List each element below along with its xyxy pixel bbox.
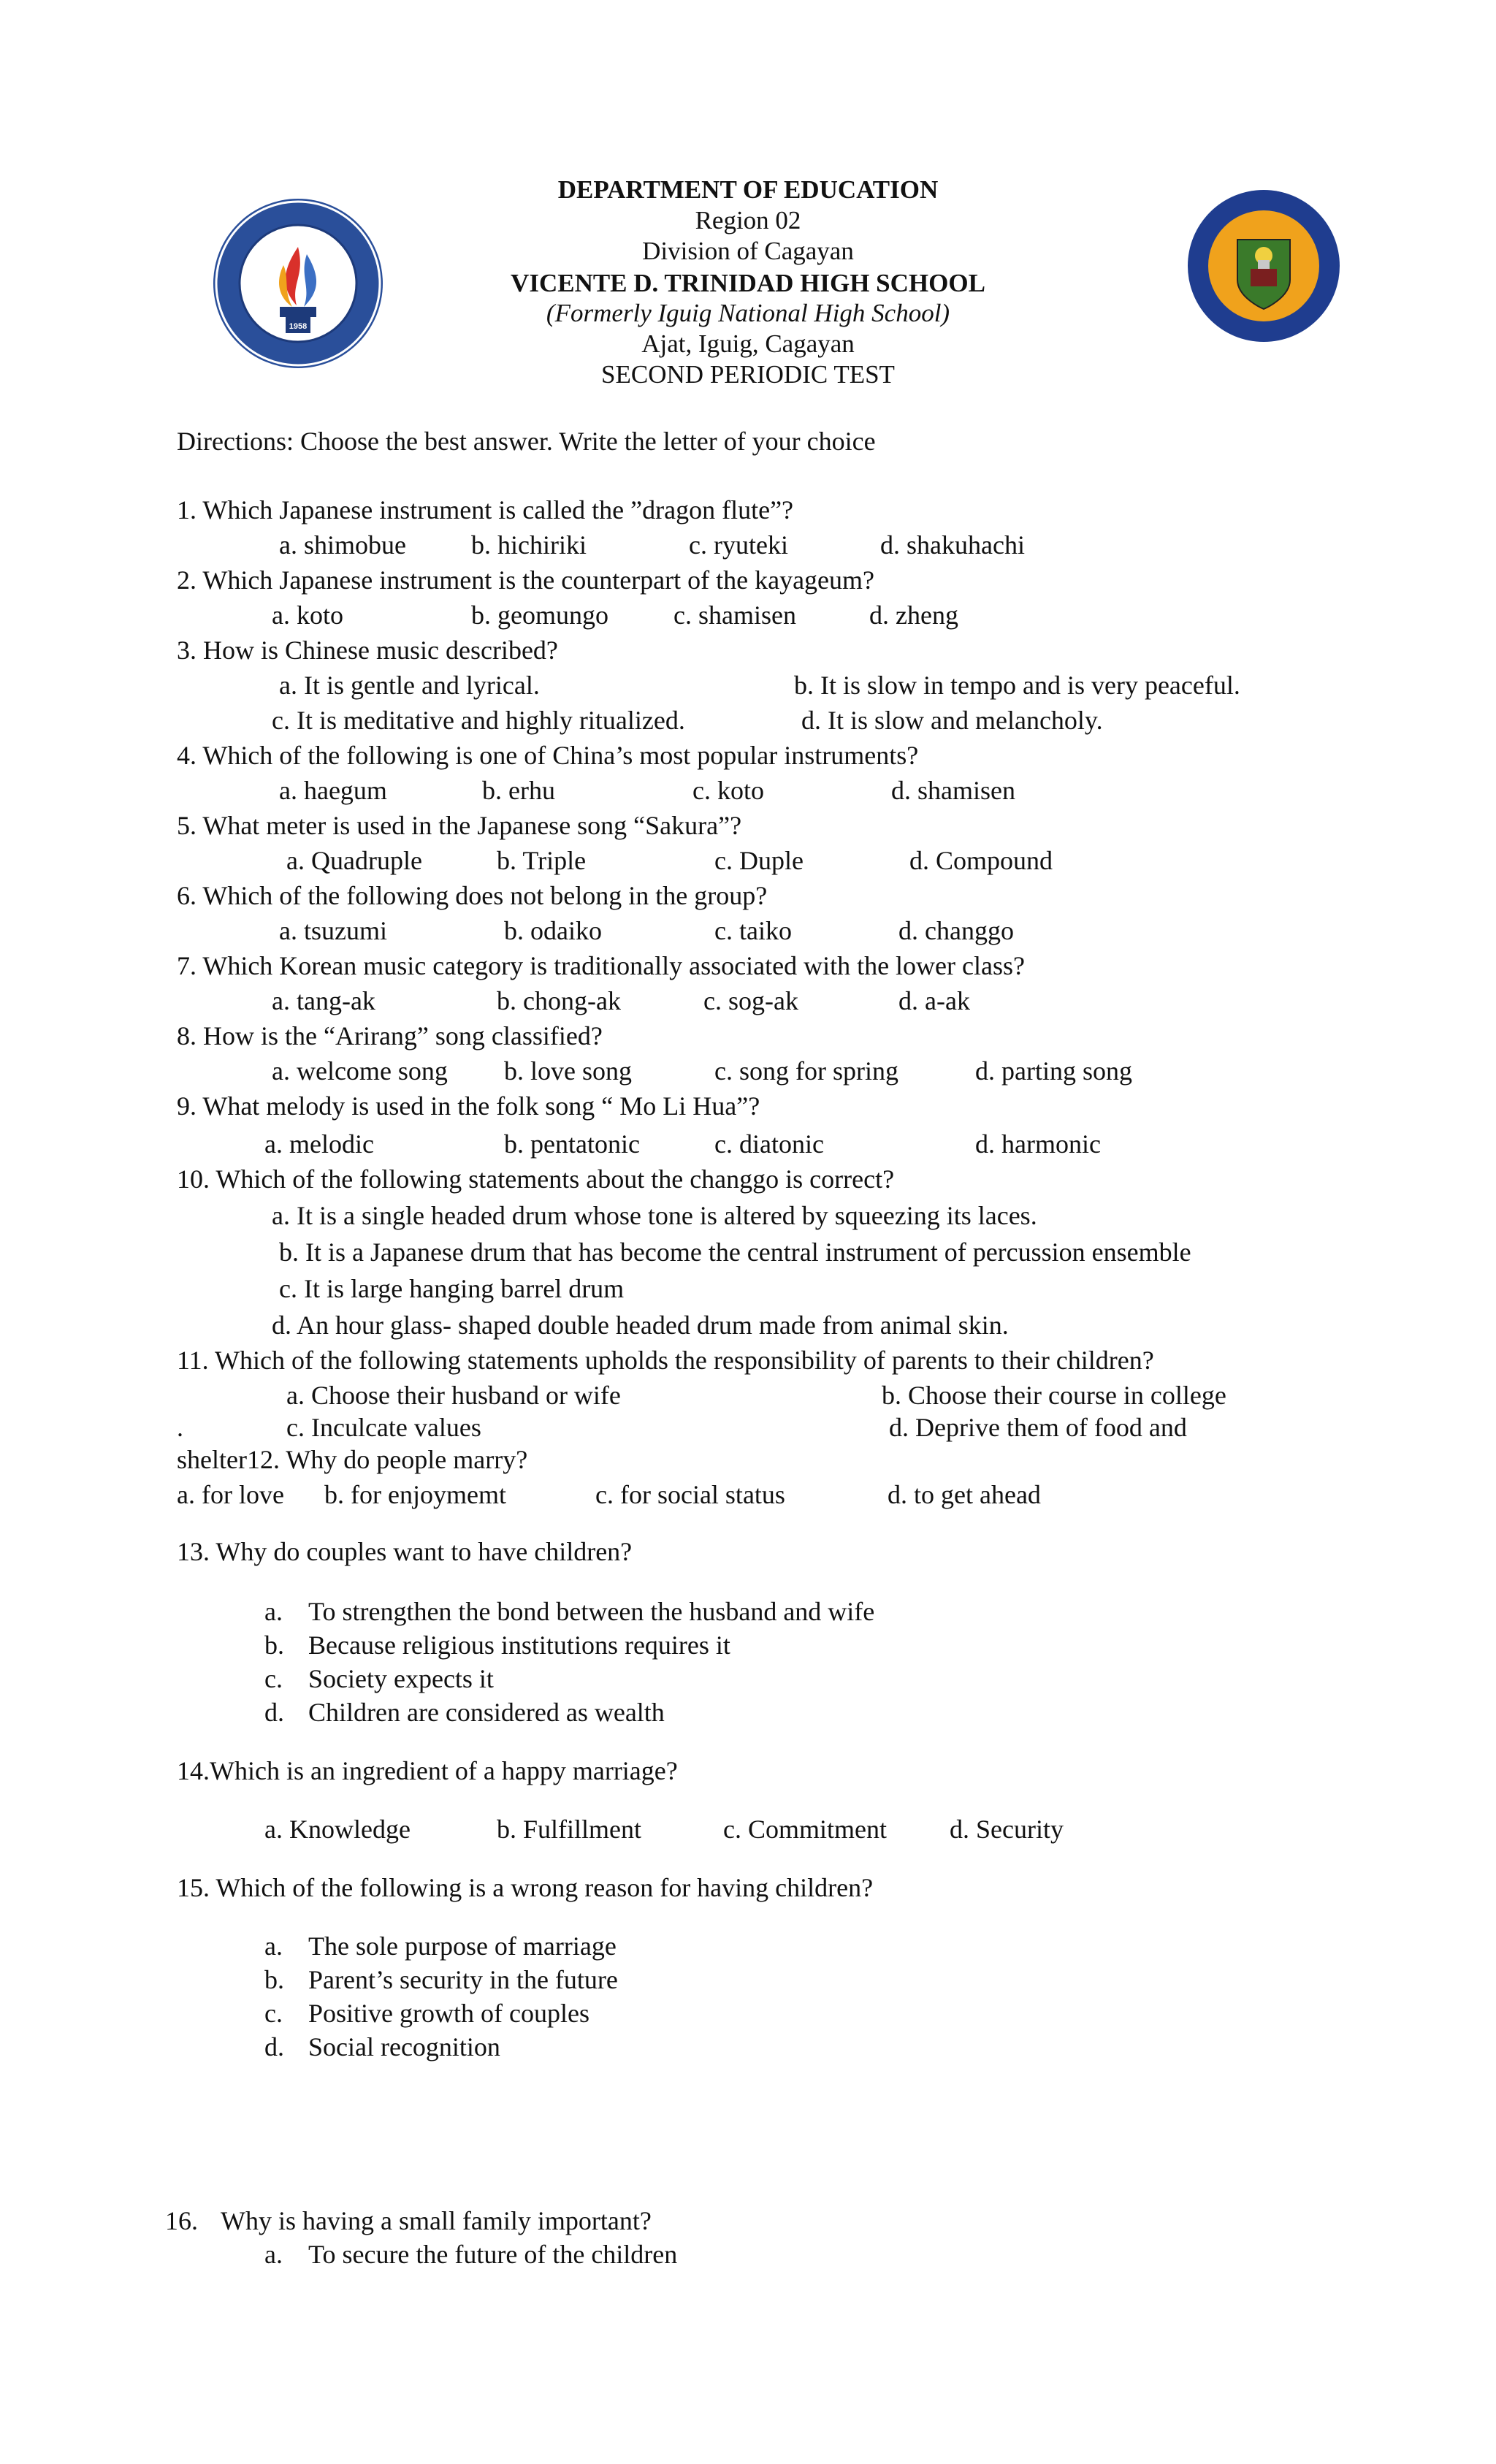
question-16: Why is having a small family important? <box>221 2206 652 2235</box>
q7-choice-a: a. tang-ak <box>272 986 375 1015</box>
q1-choice-c: c. ryuteki <box>689 530 788 560</box>
question-9: 9. What melody is used in the folk song “ Mo Li Hua”? <box>177 1091 760 1121</box>
q12-choice-c: c. for social status <box>595 1480 785 1509</box>
q13-choice-c: Society expects it <box>308 1664 494 1693</box>
q13-choice-a: To strengthen the bond between the husband and wife <box>308 1597 875 1626</box>
department-heading: DEPARTMENT OF EDUCATION <box>557 175 939 204</box>
q5-choice-a: a. Quadruple <box>286 846 422 875</box>
q12-choice-b: b. for enjoymemt <box>324 1480 506 1509</box>
q15-letter-d: d. <box>264 2032 284 2061</box>
question-8: 8. How is the “Arirang” song classified? <box>177 1021 603 1050</box>
q8-choice-d: d. parting song <box>975 1056 1132 1086</box>
q1-choice-a: a. shimobue <box>279 530 406 560</box>
q16-letter-a: a. <box>264 2240 283 2269</box>
question-6: 6. Which of the following does not belong in the group? <box>177 881 768 910</box>
q16-choice-a: To secure the future of the children <box>308 2240 678 2269</box>
question-5: 5. What meter is used in the Japanese song “Sakura”? <box>177 811 742 840</box>
address-line: Ajat, Iguig, Cagayan <box>641 329 855 358</box>
q4-choice-a: a. haegum <box>279 776 387 805</box>
question-7: 7. Which Korean music category is traditionally associated with the lower class? <box>177 951 1025 980</box>
test-title: SECOND PERIODIC TEST <box>601 360 895 389</box>
q4-choice-b: b. erhu <box>482 776 555 805</box>
q14-choice-b: b. Fulfillment <box>497 1815 641 1844</box>
q11-choice-a: a. Choose their husband or wife <box>286 1381 621 1410</box>
q2-choice-c: c. shamisen <box>673 600 796 630</box>
q8-choice-c: c. song for spring <box>714 1056 898 1086</box>
q15-letter-a: a. <box>264 1931 283 1961</box>
q12-choice-a: a. for love <box>177 1480 284 1509</box>
q11-choice-b: b. Choose their course in college <box>882 1381 1226 1410</box>
question-13: 13. Why do couples want to have children? <box>177 1537 633 1566</box>
region-line: Region 02 <box>695 206 801 234</box>
q13-choice-b: Because religious institutions requires it <box>308 1630 730 1660</box>
q13-letter-a: a. <box>264 1597 283 1626</box>
division-line: Division of Cagayan <box>642 237 854 265</box>
q3-choice-a: a. It is gentle and lyrical. <box>279 671 540 700</box>
q15-letter-c: c. <box>264 1999 283 2028</box>
q2-choice-b: b. geomungo <box>471 600 608 630</box>
q3-choice-c: c. It is meditative and highly ritualized. <box>272 706 685 735</box>
q11-choice-d: d. Deprive them of food and <box>889 1413 1187 1442</box>
q14-choice-d: d. Security <box>950 1815 1064 1844</box>
q3-choice-b: b. It is slow in tempo and is very peaceful. <box>794 671 1240 700</box>
q7-choice-d: d. a-ak <box>898 986 970 1015</box>
q15-choice-b: Parent’s security in the future <box>308 1965 618 1994</box>
q8-choice-a: a. welcome song <box>272 1056 448 1086</box>
q1-choice-d: d. shakuhachi <box>880 530 1025 560</box>
question-3: 3. How is Chinese music described? <box>177 636 558 665</box>
q2-choice-d: d. zheng <box>869 600 958 630</box>
q10-choice-c: c. It is large hanging barrel drum <box>279 1274 625 1303</box>
question-14: 14.Which is an ingredient of a happy marriage? <box>177 1756 678 1785</box>
q14-choice-a: a. Knowledge <box>264 1815 411 1844</box>
q6-choice-d: d. changgo <box>898 916 1014 945</box>
q13-letter-d: d. <box>264 1698 284 1727</box>
q5-choice-d: d. Compound <box>909 846 1053 875</box>
q14-choice-c: c. Commitment <box>723 1815 887 1844</box>
q9-choice-a: a. melodic <box>264 1129 374 1159</box>
q13-letter-b: b. <box>264 1630 284 1660</box>
svg-text:1958: 1958 <box>289 322 308 331</box>
q11-choice-c: c. Inculcate values <box>286 1413 481 1442</box>
q3-choice-d: d. It is slow and melancholy. <box>801 706 1103 735</box>
q15-choice-c: Positive growth of couples <box>308 1999 589 2028</box>
q15-letter-b: b. <box>264 1965 284 1994</box>
q4-choice-c: c. koto <box>692 776 764 805</box>
question-4: 4. Which of the following is one of China’s most popular instruments? <box>177 741 919 770</box>
question-2: 2. Which Japanese instrument is the counterpart of the kayageum? <box>177 565 875 595</box>
question-16-number: 16. <box>165 2206 198 2235</box>
q8-choice-b: b. love song <box>504 1056 632 1086</box>
q13-choice-d: Children are considered as wealth <box>308 1698 665 1727</box>
q10-choice-d: d. An hour glass- shaped double headed drum made from animal skin. <box>272 1311 1009 1340</box>
q12-choice-d: d. to get ahead <box>888 1480 1041 1509</box>
q11-stray-dot: . <box>177 1413 183 1442</box>
question-15: 15. Which of the following is a wrong reason for having children? <box>177 1873 874 1902</box>
q9-choice-c: c. diatonic <box>714 1129 824 1159</box>
directions: Directions: Choose the best answer. Write the letter of your choice <box>177 427 876 456</box>
q6-choice-b: b. odaiko <box>504 916 602 945</box>
school-name: VICENTE D. TRINIDAD HIGH SCHOOL <box>511 269 985 297</box>
q15-choice-d: Social recognition <box>308 2032 500 2061</box>
formerly-line: (Formerly Iguig National High School) <box>546 299 950 327</box>
question-12: shelter12. Why do people marry? <box>177 1445 528 1474</box>
q6-choice-c: c. taiko <box>714 916 792 945</box>
q5-choice-c: c. Duple <box>714 846 804 875</box>
question-11: 11. Which of the following statements upholds the responsibility of parents to their children? <box>177 1346 1154 1375</box>
q7-choice-c: c. sog-ak <box>703 986 798 1015</box>
question-1: 1. Which Japanese instrument is called the ”dragon flute”? <box>177 495 794 525</box>
q1-choice-b: b. hichiriki <box>471 530 587 560</box>
q10-choice-b: b. It is a Japanese drum that has become the central instrument of percussion ensemble <box>279 1237 1191 1267</box>
q7-choice-b: b. chong-ak <box>497 986 621 1015</box>
q10-choice-a: a. It is a single headed drum whose tone is altered by squeezing its laces. <box>272 1201 1037 1230</box>
q13-letter-c: c. <box>264 1664 283 1693</box>
q2-choice-a: a. koto <box>272 600 343 630</box>
q15-choice-a: The sole purpose of marriage <box>308 1931 617 1961</box>
q5-choice-b: b. Triple <box>497 846 587 875</box>
q4-choice-d: d. shamisen <box>891 776 1015 805</box>
q6-choice-a: a. tsuzumi <box>279 916 387 945</box>
question-10: 10. Which of the following statements about the changgo is correct? <box>177 1164 895 1194</box>
q9-choice-b: b. pentatonic <box>504 1129 640 1159</box>
q9-choice-d: d. harmonic <box>975 1129 1101 1159</box>
